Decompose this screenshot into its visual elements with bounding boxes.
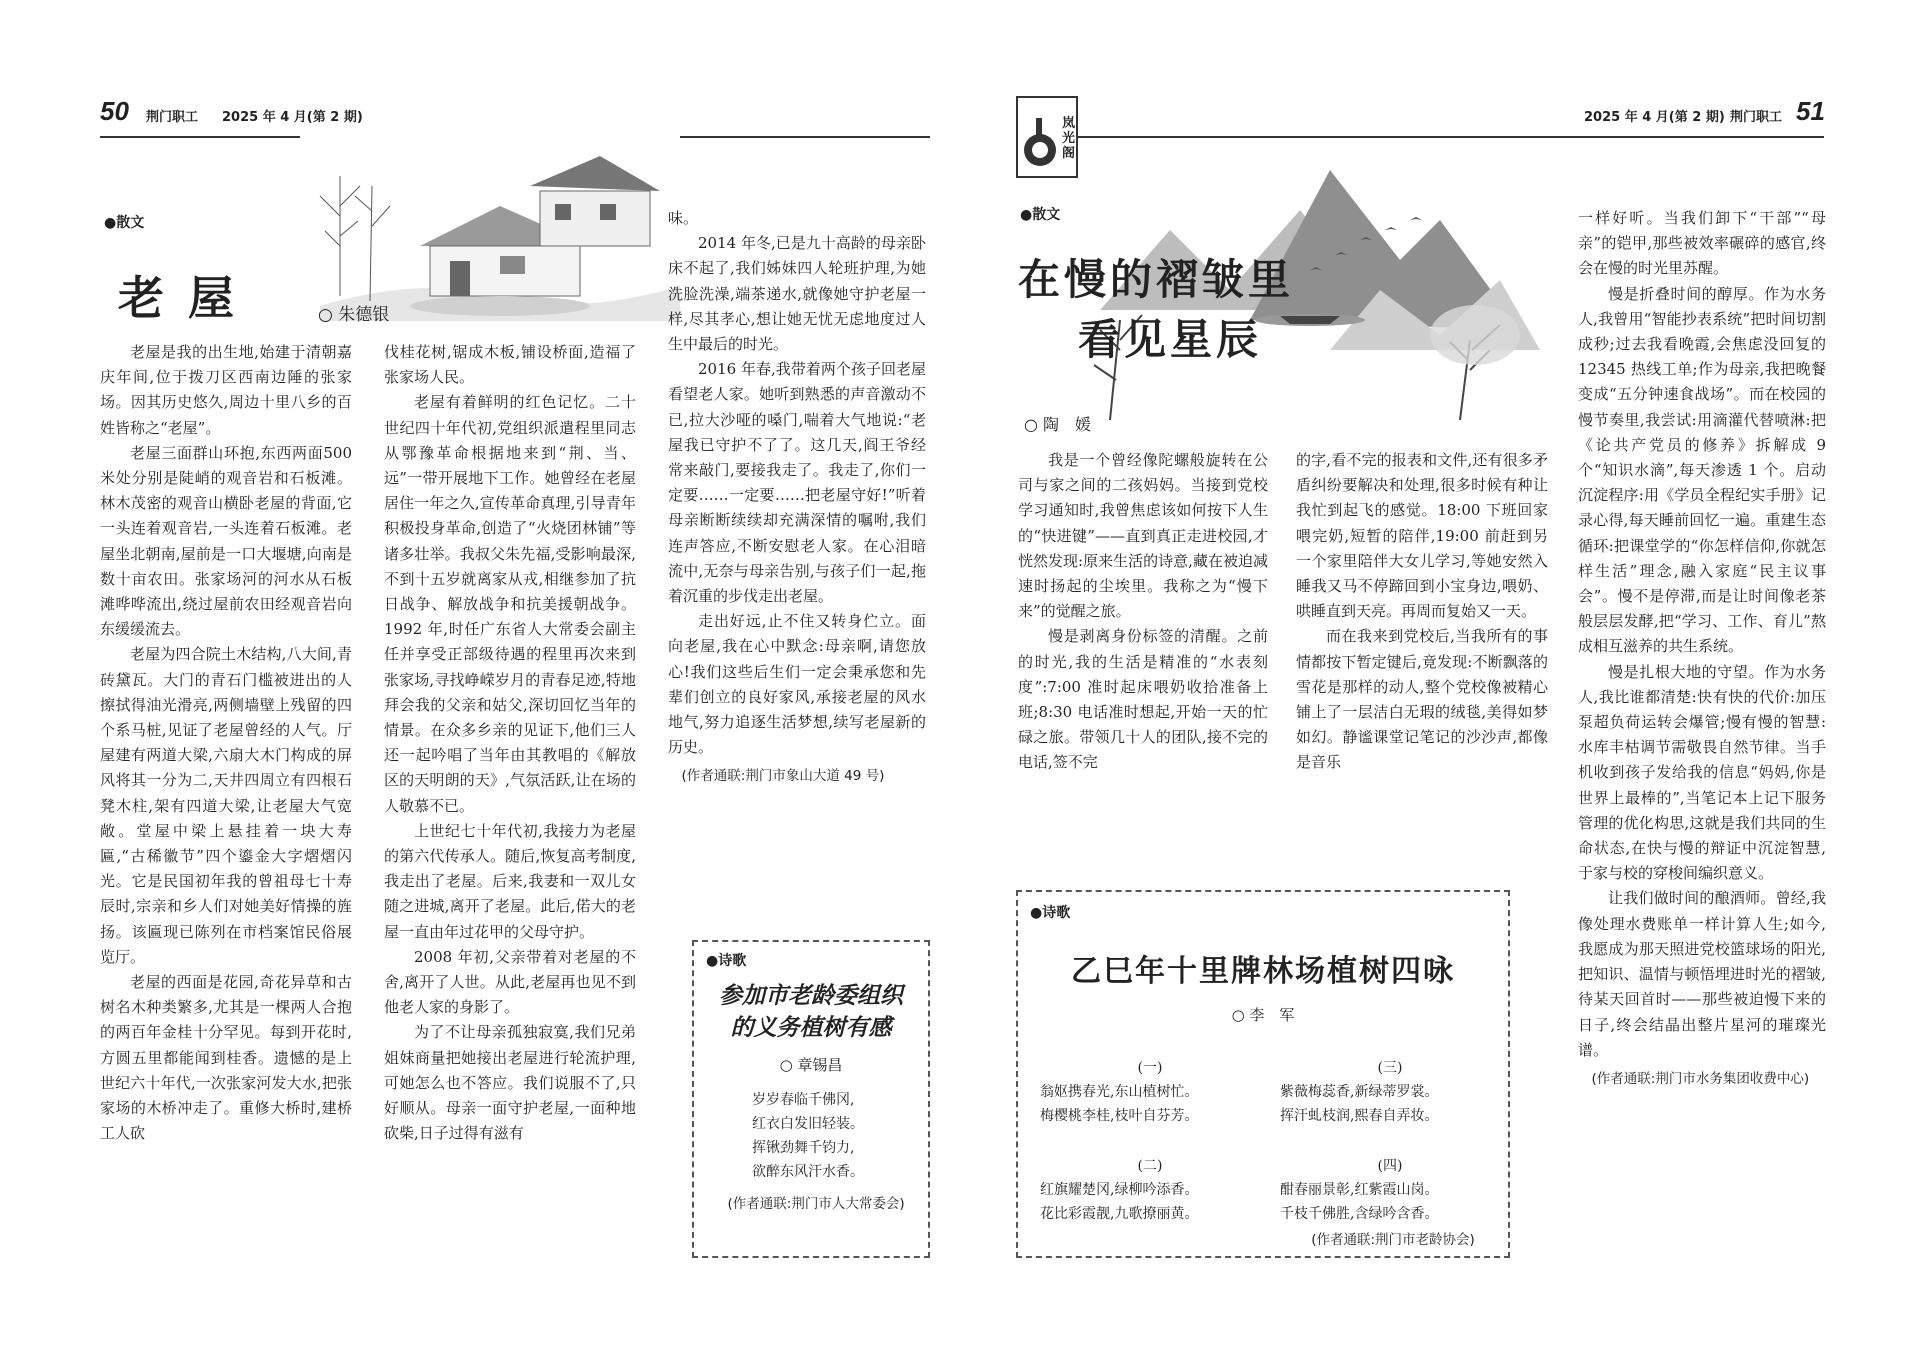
header-publication-left: 荆门职工: [146, 110, 199, 125]
article1-paragraph: 走出好远,止不住又转身伫立。面向老屋,我在心中默念:母亲啊,请您放心!我们这些后生们一定会秉承您和先辈们创立的良好家风,承接老屋的风水地气,努力追逐生活梦想,续写老屋新的历史。: [668, 612, 926, 757]
article2-author: ○ 陶 媛: [1024, 415, 1092, 434]
article1-paragraph: 2008 年初,父亲带着对老屋的不舍,离开了人世。从此,老屋再也见不到他老人家的身影了。: [384, 947, 636, 1017]
stanza-number: (三): [1377, 1060, 1403, 1076]
article1-paragraph: 老屋三面群山环抱,东西两面500米处分别是陡峭的观音岩和石板滩。林木茂密的观音山横卧老屋的背面,它一头连着观音岩,一头连着石板滩。老屋坐北朝南,屋前是一口大堰塘,向南是数十亩农田。张家场河的河水从石板滩哗哗流出,绕过屋前农田经观音岩向东缓缓流去。: [100, 443, 352, 639]
article2-paragraph: 慢是折叠时间的醇厚。作为水务人,我曾用“智能抄表系统”把时间切割成秒;过去我看晚霞,会焦虑没回复的 12345 热线工单;作为母亲,我把晚餐变成“五分钟速食战场”。而在校园的慢节奏里,我尝试:用滴灌代替喷淋:把《论共产党员的修养》拆解成 9 个“知识水滴”,每天渗透 1 个。启动沉淀程序:用《学员全程纪实手册》记录心得,每天睡前回忆一遍。重建生态循环:把课堂学的“你怎样信仰,你就怎样生活”理念,融入家庭“民主议事会”。慢不是停滞,而是让时间像老茶般层层发酵,把“学习、工作、育儿”熬成相互滋养的共生系统。: [1578, 284, 1826, 656]
poem1-box: [692, 940, 930, 1258]
poem2-box: [1016, 890, 1510, 1258]
poem2-stanza: [1280, 1056, 1500, 1128]
header-issue-left: 2025 年 4 月(第 2 期): [222, 110, 363, 125]
poem-line: 岁岁春临千佛冈,: [752, 1092, 855, 1108]
poem2-author: ○ 李 军: [1231, 1006, 1295, 1024]
article1-paragraph: 老屋是我的出生地,始建于清朝嘉庆年间,位于拨刀区西南边陲的张家场。因其历史悠久,周边十里八乡的百姓皆称之“老屋”。: [100, 343, 352, 437]
article2-signature: (作者通联:荆门市水务集团收费中心): [1591, 1070, 1810, 1087]
article1-paragraph: 伐桂花树,锯成木板,铺设桥面,造福了张家场人民。: [384, 343, 636, 387]
article1-paragraph: 2016 年春,我带着两个孩子回老屋看望老人家。她听到熟悉的声音激动不已,拉大沙哑的嗓门,喘着大气地说:“老屋我已守护不了了。这几天,阎王爷经常来敲门,要接我走了。我走了,你们一定要……一定要……把老屋守好!”听着母亲断断续续却充满深情的嘱咐,我们连声答应,不断安慰老人家。在心泪暗流中,无奈与母亲告别,与孩子们一起,拖着沉重的步伐走出老屋。: [668, 360, 926, 606]
article2-tag: ●散文: [1020, 207, 1061, 223]
article1-column-3: [668, 206, 926, 788]
article1-column-2: [384, 340, 636, 1147]
column-logo-text: 岚光阁: [1062, 116, 1076, 161]
article2-title-line: 看见星辰: [1078, 315, 1263, 364]
stanza-number: (一): [1137, 1060, 1163, 1076]
article2-title-line: 在慢的褶皱里: [1018, 255, 1295, 304]
village-illustration: [300, 96, 680, 321]
article2-paragraph: 让我们做时间的酿酒师。曾经,我像处理水费账单一样计算人生;如今,我愿成为那天照进党校篮球场的阳光,把知识、温情与顿悟埋进时光的褶皱,待某天回首时——那些被迫慢下来的日子,终会结晶出整片星河的璀璨光谱。: [1578, 889, 1826, 1059]
column-logo: [1016, 96, 1078, 178]
article1-paragraph: 为了不让母亲孤独寂寞,我们兄弟姐妹商量把她接出老屋进行轮流护理,可她怎么也不答应。我们说服不了,只好顺从。母亲一面守护老屋,一面种地砍柴,日子过得有滋有: [384, 1023, 636, 1143]
article2-column-2: [1296, 448, 1548, 776]
article1-title: 老 屋: [118, 271, 239, 325]
stanza-number: (二): [1137, 1158, 1163, 1174]
article1-paragraph: 老屋为四合院土木结构,八大间,青砖黛瓦。大门的青石门槛被进出的人擦拭得油光滑亮,两侧墙壁上残留的四个系马桩,见证了老屋曾经的人气。厅屋建有两道大梁,六扇大木门构成的屏风将其一分为二,天井四周立有四根石凳木柱,架有四道大梁,让老屋大气宽敞。堂屋中梁上悬挂着一块大寿匾,“古稀徽节”四个鎏金大字熠熠闪光。它是民国初年我的曾祖母七十寿辰时,宗亲和乡人们对她美好情操的旌扬。该匾现已陈列在市档案馆民俗展览厅。: [100, 645, 352, 966]
poem1-title-line: 参加市老龄委组织: [719, 982, 903, 1009]
poem-line: 欲醉东风汗水香。: [752, 1164, 864, 1180]
article1-column-1: [100, 340, 352, 1147]
poem-line: 千枝千佛胜,含绿吟含香。: [1280, 1206, 1439, 1222]
poem-line: 紫薇梅蕊香,新绿蒂罗裳。: [1280, 1084, 1439, 1100]
article1-author: ○ 朱德银: [318, 305, 390, 325]
poem1-body: [752, 1088, 922, 1184]
article1-tag: ●散文: [104, 215, 145, 231]
article1-paragraph: 老屋的西面是花园,奇花异草和古树名木种类繁多,尤其是一棵两人合抱的两百年金桂十分罕见。每到开花时,方圆五里都能闻到桂香。遗憾的是上世纪六十年代,一次张家河发大水,把张家场的木桥冲走了。重修大桥时,建桥工人砍: [100, 973, 352, 1143]
header-publication-right: 荆门职工: [1730, 110, 1783, 125]
poem-line: 花比彩霞靓,九歌撩丽黄。: [1040, 1206, 1199, 1222]
article1-paragraph: 上世纪七十年代初,我接力为老屋的第六代传承人。随后,恢复高考制度,我走出了老屋。后来,我妻和一双儿女随之进城,离开了老屋。此后,偌大的老屋一直由年过花甲的父母守护。: [384, 821, 636, 941]
poem-line: 酣春丽景彰,红紫霞山岗。: [1280, 1182, 1439, 1198]
poem1-signature: (作者通联:荆门市人大常委会): [727, 1196, 905, 1212]
poem2-stanza: [1040, 1056, 1260, 1128]
article2-paragraph: 而在我来到党校后,当我所有的事情都按下暂定键后,竟发现:不断飘落的雪花是那样的动人,整个党校像被精心铺上了一层洁白无瑕的绒毯,美得如梦如幻。静谧课堂记笔记的沙沙声,都像是音乐: [1296, 627, 1548, 772]
article1-paragraph: 2014 年冬,已是九十高龄的母亲卧床不起了,我们姊妹四人轮班护理,为她洗脸洗澡,端茶递水,就像她守护老屋一样,尽其孝心,想让她无忧无虑地度过人生中最后的时光。: [668, 234, 926, 354]
poem2-signature: (作者通联:荆门市老龄协会): [1311, 1232, 1475, 1248]
article2-column-1: [1018, 448, 1268, 776]
article2-title: [1018, 250, 1294, 370]
article1-paragraph: 老屋有着鲜明的红色记忆。二十世纪四十年代初,党组织派遣程里同志从鄂豫革命根据地来到“荆、当、远”一带开展地下工作。她曾经在老屋居住一年之久,宣传革命真理,引导青年积极投身革命,创造了“火烧团林铺”等诸多壮举。我叔父朱先福,受影响最深,不到十五岁就离家从戎,相继参加了抗日战争、解放战争和抗美援朝战争。1992 年,时任广东省人大常委会副主任并享受正部级待遇的程里再次来到张家场,寻找峥嵘岁月的青春足迹,特地拜会我的父亲和姑父,深切回忆当年的情景。在众多乡亲的见证下,他们三人还一起吟唱了当年由其教唱的《解放区的天明朗的天》,气氛活跃,让在场的人敬慕不已。: [384, 393, 636, 815]
column-logo-emblem: [1022, 116, 1058, 172]
poem2-stanza: [1040, 1154, 1260, 1226]
poem2-tag: ●诗歌: [1030, 905, 1071, 921]
page-number-left: 50: [100, 96, 129, 126]
poem-line: 翁妪携春光,东山植树忙。: [1040, 1084, 1199, 1100]
article2-paragraph: 慢是扎根大地的守望。作为水务人,我比谁都清楚:快有快的代价:加压泵超负荷运转会爆管;慢有慢的智慧:水库丰枯调节需敬畏自然节律。当手机收到孩子发给我的信息“妈妈,你是世界上最棒的”,当笔记本上记下服务管理的优化构思,这就是我们共同的生命状态,在快与慢的辩证中沉淀智慧,于家与校的穿梭间编织意义。: [1578, 662, 1826, 883]
poem-line: 红旗耀楚冈,绿柳吟添香。: [1040, 1182, 1199, 1198]
poem2-stanza: [1280, 1154, 1500, 1226]
poem1-author: ○ 章锡昌: [779, 1056, 843, 1074]
poem-line: 梅樱桃李桂,枝叶自芬芳。: [1040, 1108, 1199, 1124]
poem-line: 挥锹劲舞千钧力,: [752, 1140, 855, 1156]
stanza-number: (四): [1377, 1158, 1403, 1174]
page-number-right: 51: [1796, 96, 1825, 126]
article2-paragraph: 一样好听。当我们卸下“干部”“母亲”的铠甲,那些被效率碾碎的感官,终会在慢的时光里苏醒。: [1578, 209, 1826, 278]
poem-line: 红衣白发旧轻装。: [752, 1116, 864, 1132]
poem1-tag: ●诗歌: [706, 953, 747, 969]
article2-column-3: [1578, 206, 1826, 1091]
article2-paragraph: 我是一个曾经像陀螺般旋转在公司与家之间的二孩妈妈。当接到党校学习通知时,我曾焦虑该如何按下人生的“快进键”——直到真正走进校园,才恍然发现:原来生活的诗意,藏在被迫减速时扬起的尘埃里。我称之为“慢下来”的觉醒之旅。: [1018, 451, 1268, 621]
poem1-title: [694, 980, 928, 1044]
article1-signature: (作者通联:荆门市象山大道 49 号): [681, 768, 885, 785]
poem1-title-line: 的义务植树有感: [730, 1014, 892, 1041]
header-issue-right: 2025 年 4 月(第 2 期): [1584, 110, 1725, 125]
article2-paragraph: 的字,看不完的报表和文件,还有很多矛盾纠纷要解决和处理,很多时候有种让我忙到起飞的感觉。18:00 下班回家喂完奶,短暂的陪伴,19:00 前赶到另一个家里陪伴大女儿学习,等她安然入睡我又马不停蹄回到小宝身边,喂奶、哄睡直到天亮。再周而复始又一天。: [1296, 451, 1548, 621]
article1-paragraph: 味。: [668, 209, 699, 227]
poem-line: 挥汗虬枝润,熙春自弄妆。: [1280, 1108, 1439, 1124]
article2-paragraph: 慢是剥离身份标签的清醒。之前的时光,我的生活是精准的“水表刻度”:7:00 准时起床喂奶收拾准备上班;8:30 电话准时想起,开始一天的忙碌之旅。带领几十人的团队,接不完的电话,签不完: [1018, 627, 1268, 772]
poem2-title: 乙巳年十里牌林场植树四咏: [1071, 954, 1455, 989]
